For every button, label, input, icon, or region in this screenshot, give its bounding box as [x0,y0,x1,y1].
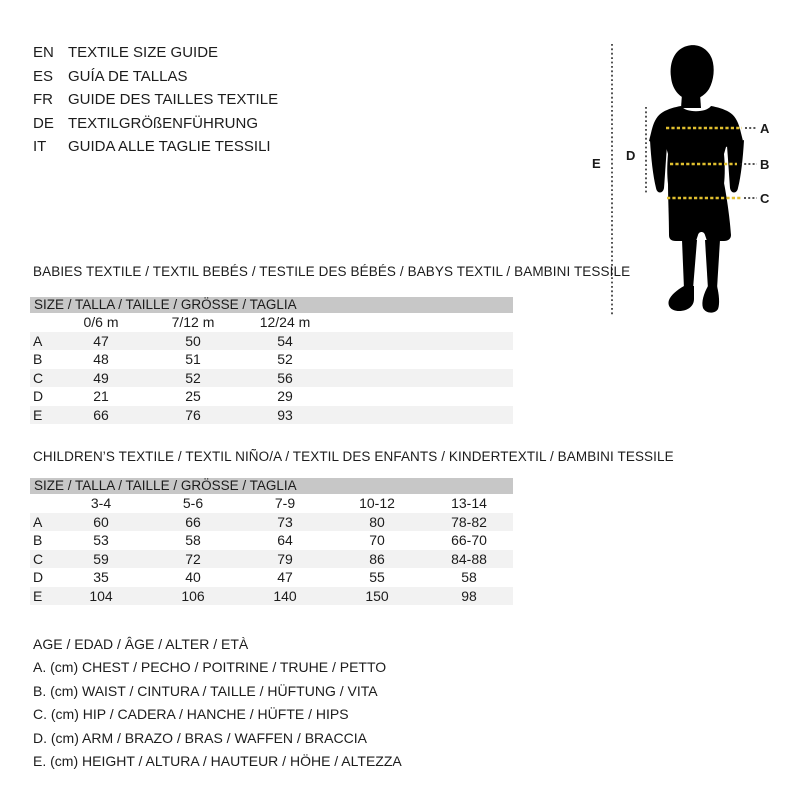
cell: 79 [277,550,293,567]
row-label: A [33,333,43,349]
cell-empty [423,406,515,424]
cell: 98 [461,587,477,604]
language-code: IT [33,138,47,156]
cell: 21 [93,388,109,405]
cell: 52 [277,351,293,368]
cell: 106 [181,587,205,604]
waist-label: B [760,157,770,172]
children-column-header-row [30,494,513,513]
table-row-chest [30,513,513,531]
measurement-legend [33,633,402,773]
cell-empty [423,332,515,350]
legend-height: E. (cm) HEIGHT / ALTURA / HAUTEUR / HÖHE / ALTEZZA [33,752,402,769]
cell: 86 [369,550,385,567]
cell-empty [331,387,423,405]
cell: 51 [185,351,201,368]
cell: 53 [93,532,109,549]
language-title: GUIDA ALLE TAGLIE TESSILI [68,138,271,156]
language-title: GUIDE DES TAILLES TEXTILE [68,91,279,109]
column-header: 5-6 [182,495,204,511]
row-label: A [33,514,43,530]
cell: 47 [93,333,109,349]
row-label: D [33,388,44,405]
language-list [33,41,278,159]
cell: 47 [277,569,293,586]
cell: 66 [93,406,109,423]
legend-arm: D. (cm) ARM / BRAZO / BRAS / WAFFEN / BRACCIA [33,729,367,746]
column-header-empty [423,313,515,332]
table-row-chest [30,332,513,350]
cell-empty [423,369,515,387]
cell-empty [331,406,423,424]
hip-label: C [760,191,770,206]
cell: 59 [93,550,109,567]
cell: 25 [185,388,201,405]
cell: 76 [185,406,201,423]
legend-waist: B. (cm) WAIST / CINTURA / TAILLE / HÜFTUNG / VITA [33,682,378,699]
cell-empty [423,350,515,368]
children-section-title: CHILDREN’S TEXTILE / TEXTIL NIÑO/A / TEXTIL DES ENFANTS / KINDERTEXTIL / BAMBINI TESSILE [33,449,674,464]
table-row-arm [30,568,513,586]
column-header: 12/24 m [259,314,311,330]
cell: 56 [277,369,293,386]
silhouette-left-shoe [668,286,694,311]
silhouette-left-arm [650,140,667,193]
language-row-es [33,65,278,89]
row-label: C [33,369,44,386]
row-label: B [33,351,43,368]
cell-empty [331,350,423,368]
column-header: 10-12 [359,495,395,511]
language-code: EN [33,44,54,62]
cell: 40 [185,569,201,586]
child-silhouette [649,45,744,312]
cell: 78-82 [451,514,487,530]
column-header: 3-4 [90,495,112,511]
corner-cell [30,313,55,332]
language-code: DE [33,114,54,132]
language-row-it [33,135,278,159]
legend-chest: A. (cm) CHEST / PECHO / POITRINE / TRUHE / PETTO [33,659,387,676]
column-header: 13-14 [451,495,487,511]
arm-label: D [626,148,636,163]
size-header-bar: SIZE / TALLA / TAILLE / GRÖSSE / TAGLIA [30,478,513,494]
table-row-height [30,587,513,605]
babies-section-title: BABIES TEXTILE / TEXTIL BEBÉS / TESTILE DES BÉBÉS / BABYS TEXTIL / BAMBINI TESSILE [33,264,631,279]
column-header: 7-9 [274,495,296,511]
language-code: FR [33,91,53,109]
language-row-en [33,41,278,65]
cell: 50 [185,333,201,349]
column-header: 0/6 m [83,314,119,330]
row-label: E [33,406,43,423]
silhouette-neck [681,94,701,108]
row-label: B [33,532,43,549]
row-label: D [33,569,44,586]
cell: 29 [277,388,293,405]
cell: 48 [93,351,109,368]
cell-empty [331,332,423,350]
cell: 58 [185,532,201,549]
silhouette-right-arm [727,140,744,193]
cell: 80 [369,514,385,530]
table-row-arm [30,387,513,405]
table-row-hip [30,550,513,568]
column-header-empty [331,313,423,332]
cell-empty [423,387,515,405]
column-header: 7/12 m [171,314,215,330]
cell: 66-70 [451,532,487,549]
language-title: TEXTILE SIZE GUIDE [68,44,219,62]
cell: 66 [185,514,201,530]
cell: 52 [185,369,201,386]
cell: 49 [93,369,109,386]
silhouette-right-leg [705,240,720,289]
language-row-fr [33,88,278,112]
babies-size-table [30,297,513,424]
silhouette-left-leg [682,240,697,289]
silhouette-right-shoe [702,286,719,313]
table-row-height [30,406,513,424]
children-size-table [30,478,513,605]
row-label: E [33,587,43,604]
language-code: ES [33,67,54,85]
cell: 55 [369,569,385,586]
babies-column-header-row [30,313,513,332]
cell: 150 [365,587,389,604]
height-label: E [592,156,601,171]
cell: 73 [277,514,293,530]
language-row-de [33,112,278,136]
cell: 60 [93,514,109,530]
legend-hip: C. (cm) HIP / CADERA / HANCHE / HÜFTE / HIPS [33,706,349,723]
cell: 140 [273,587,297,604]
cell-empty [331,369,423,387]
table-row-waist [30,350,513,368]
table-row-waist [30,531,513,549]
cell: 35 [93,569,109,586]
language-title: GUÍA DE TALLAS [68,67,188,85]
cell: 54 [277,333,293,349]
cell: 64 [277,532,293,549]
cell: 93 [277,406,293,423]
silhouette-shorts [668,183,731,241]
corner-cell [30,494,55,513]
language-title: TEXTILGRÖßENFÜHRUNG [68,114,259,132]
cell: 84-88 [451,550,487,567]
silhouette-head [671,45,714,99]
legend-age: AGE / EDAD / ÂGE / ALTER / ETÀ [33,636,249,652]
child-silhouette-figure [585,25,800,325]
cell: 58 [461,569,477,586]
size-header-bar: SIZE / TALLA / TAILLE / GRÖSSE / TAGLIA [30,297,513,313]
table-row-hip [30,369,513,387]
chest-label: A [760,121,770,136]
cell: 72 [185,550,201,567]
cell: 70 [369,532,385,549]
row-label: C [33,550,44,567]
cell: 104 [89,587,113,604]
